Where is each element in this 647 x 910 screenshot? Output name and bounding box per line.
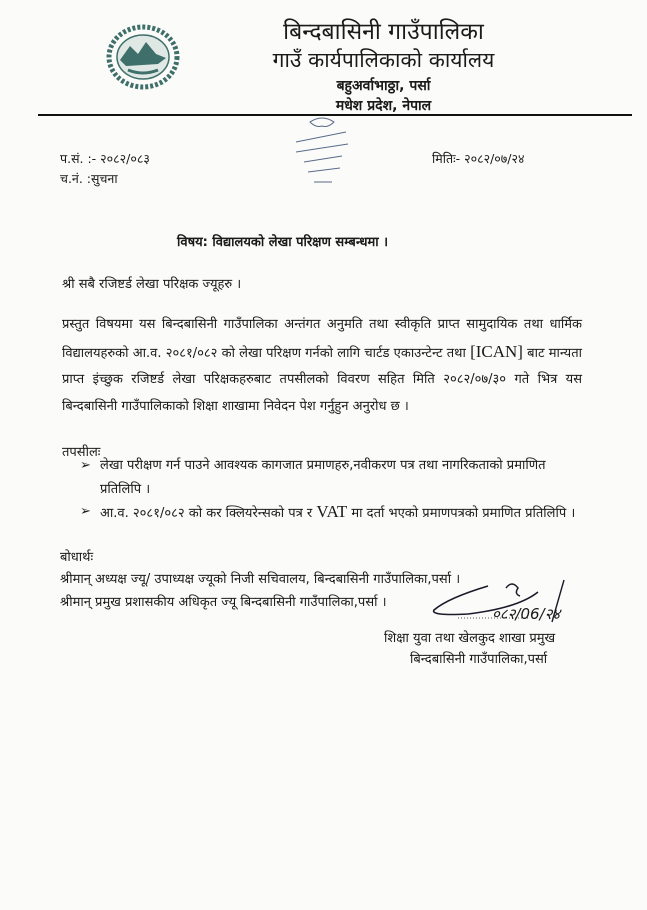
letter-number: प.सं. :- २०८२/०८३: [60, 151, 150, 166]
cc-label: बोधार्थः: [60, 550, 94, 565]
arrow-bullet-icon: ➢: [80, 458, 91, 473]
detail-item: [80, 454, 580, 502]
salutation: श्री सबै रजिष्टर्ड लेखा परिक्षक ज्यूहरु ।: [62, 277, 242, 292]
detail-text: लेखा परीक्षण गर्न पाउने आवश्यक कागजात प्रमाणहरु,नवीकरण पत्र तथा नागरिकताको प्रमाणित प्रतिलिपि ।: [100, 458, 546, 497]
signatory-title: शिक्षा युवा तथा खेलकुद शाखा प्रमुख: [384, 631, 556, 646]
detail-item: [80, 500, 580, 526]
ican-text: [ICAN]: [470, 341, 523, 361]
dispatch-number: च.नं. :सुचना: [60, 171, 118, 186]
arrow-bullet-icon: ➢: [80, 504, 91, 519]
body-text-1: प्रस्तुत विषयमा यस बिन्दबासिनी गाउँपालिका अन्तंगत अनुमति तथा स्वीकृति प्राप्त सामुदायिक तथा धार्मिक विद्यालयहरुको आ.व. २०८१/०८२ को लेखा परिक्षण गर्नको लागि चार्टड एकाउन्टेन्ट तथा: [62, 317, 582, 361]
cc-item: श्रीमान् प्रमुख प्रशासकीय अधिकृत ज्यू बिन्दबासिनी गाउँपालिका,पर्सा ।: [60, 595, 387, 610]
detail-text: आ.व. २०८१/०८२ को कर क्लियरेन्सको पत्र र: [100, 506, 317, 521]
office-province: मधेश प्रदेश, नेपाल: [335, 98, 432, 114]
handwritten-signature: [428, 578, 588, 630]
office-stamp: [282, 112, 362, 192]
signatory-office: बिन्दबासिनी गाउँपालिका,पर्सा: [410, 652, 548, 667]
handwritten-date: ०८२/06/२४: [492, 605, 561, 623]
detail-text: मा दर्ता भएको प्रमाणपत्रको प्रमाणित प्रतिलिपि ।: [347, 506, 576, 521]
vat-text: VAT: [316, 502, 348, 521]
office-address: बहुअर्वाभाठ्ठा, पर्सा: [336, 78, 431, 94]
cc-item: श्रीमान् अध्यक्ष ज्यू/ उपाध्यक्ष ज्यूको निजी सचिवालय, बिन्दबासिनी गाउँपालिका,पर्सा ।: [60, 572, 461, 587]
letter-date: मितिः- २०८२/०७/२४: [432, 151, 525, 166]
body-text-2: बाट मान्यता प्राप्त इंच्छुक रजिष्टर्ड लेखा परिक्षकहरुबाट तपसीलको विवरण सहित मिति २०८२/०७/३० गते भित्र यस बिन्दबासिनी गाउँपालिकाको शिक्षा शाखामा निवेदन पेश गर्नुहुन अनुरोध छ ।: [62, 345, 582, 414]
subject: विषय: विद्यालयको लेखा परिक्षण सम्बन्धमा ।: [177, 235, 389, 250]
office-name: गाउँ कार्यपालिकाको कार्यालय: [272, 48, 495, 72]
body-paragraph: [62, 312, 582, 420]
details-label: तपसीलः: [62, 445, 101, 460]
org-name: बिन्दबासिनी गाउँपालिका: [283, 19, 484, 45]
